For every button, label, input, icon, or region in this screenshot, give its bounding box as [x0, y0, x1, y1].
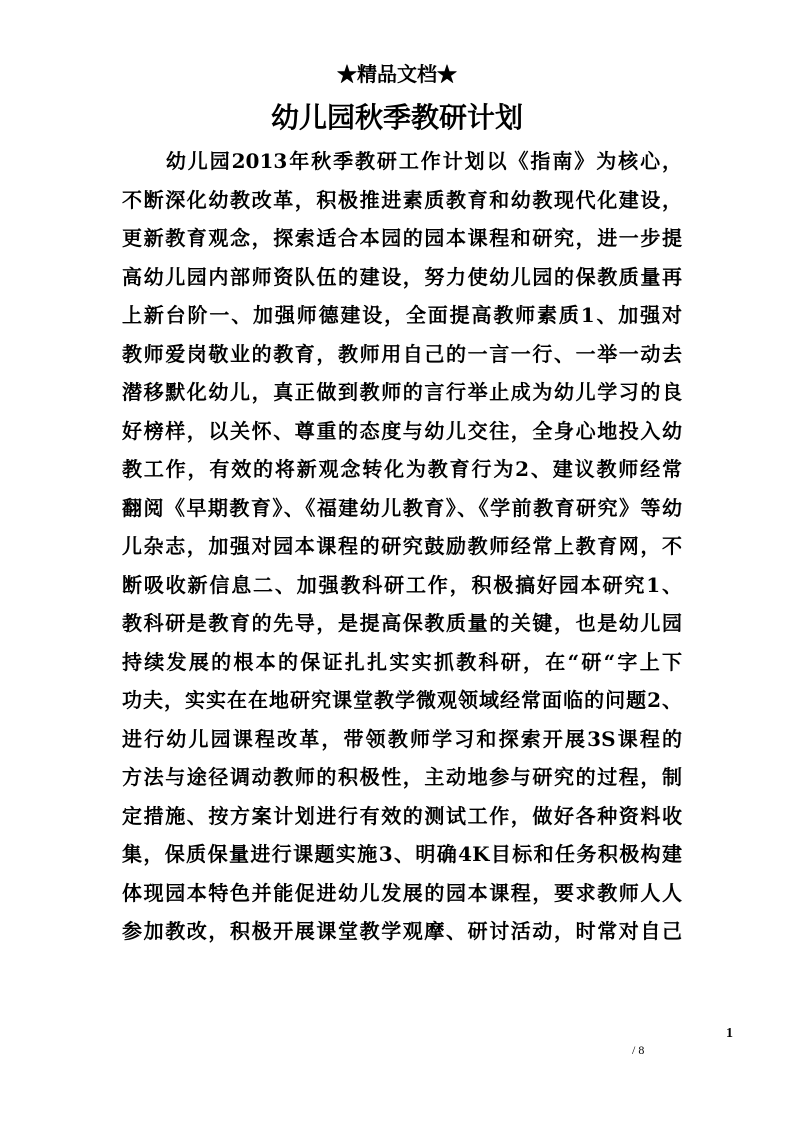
- body-text: [122, 142, 682, 951]
- text-line: 幼儿园2013年秋季教研工作计划以《指南》为核心，: [122, 149, 682, 173]
- text-line: 教师爱岗敬业的教育，教师用自己的一言一行、一举一动去: [122, 341, 682, 366]
- document-title: 幼儿园秋季教研计划: [270, 101, 523, 134]
- text-line: 功夫，实实在在地研究课堂教学微观领域经常面临的问题2、: [122, 688, 682, 712]
- text-line: 定措施、按方案计划进行有效的测试工作，做好各种资料收: [122, 803, 682, 828]
- text-line: 儿杂志，加强对园本课程的研究鼓励教师经常上教育网，不: [122, 534, 682, 558]
- page-total: / 8: [632, 1043, 645, 1057]
- page-number: 1: [726, 1026, 733, 1041]
- text-line: 持续发展的根本的保证扎扎实实抓教科研，在“研“字上下: [122, 649, 682, 674]
- text-line: 不断深化幼教改革，积极推进素质教育和幼教现代化建设，: [122, 187, 682, 212]
- text-line: 进行幼儿园课程改革，带领教师学习和探索开展3S课程的: [122, 726, 682, 751]
- header-mark: ★精品文档★: [337, 62, 457, 86]
- text-line: 参加教改，积极开展课堂教学观摩、研讨活动，时常对自己: [122, 919, 682, 943]
- text-line: 教工作，有效的将新观念转化为教育行为2、建议教师经常: [122, 457, 682, 481]
- text-line: 更新教育观念，探索适合本园的园本课程和研究，进一步提: [122, 226, 682, 250]
- text-line: 教科研是教育的先导，是提高保教质量的关键，也是幼儿园: [122, 611, 682, 635]
- text-line: 翻阅《早期教育》、《福建幼儿教育》、《学前教育研究》等幼: [122, 495, 682, 520]
- text-line: 集，保质保量进行课题实施3、明确4K目标和任务积极构建: [122, 842, 682, 866]
- text-line: 断吸收新信息二、加强教科研工作，积极搞好园本研究1、: [122, 572, 682, 597]
- text-line: 体现园本特色并能促进幼儿发展的园本课程，要求教师人人: [122, 880, 682, 905]
- text-line: 高幼儿园内部师资队伍的建设，努力使幼儿园的保教质量再: [122, 264, 682, 289]
- text-line: 好榜样，以关怀、尊重的态度与幼儿交往，全身心地投入幼: [122, 418, 682, 443]
- text-line: 潜移默化幼儿，真正做到教师的言行举止成为幼儿学习的良: [122, 380, 682, 404]
- text-line: 方法与途径调动教师的积极性，主动地参与研究的过程，制: [122, 765, 682, 789]
- text-line: 上新台阶一、加强师德建设，全面提高教师素质1、加强对: [122, 303, 682, 327]
